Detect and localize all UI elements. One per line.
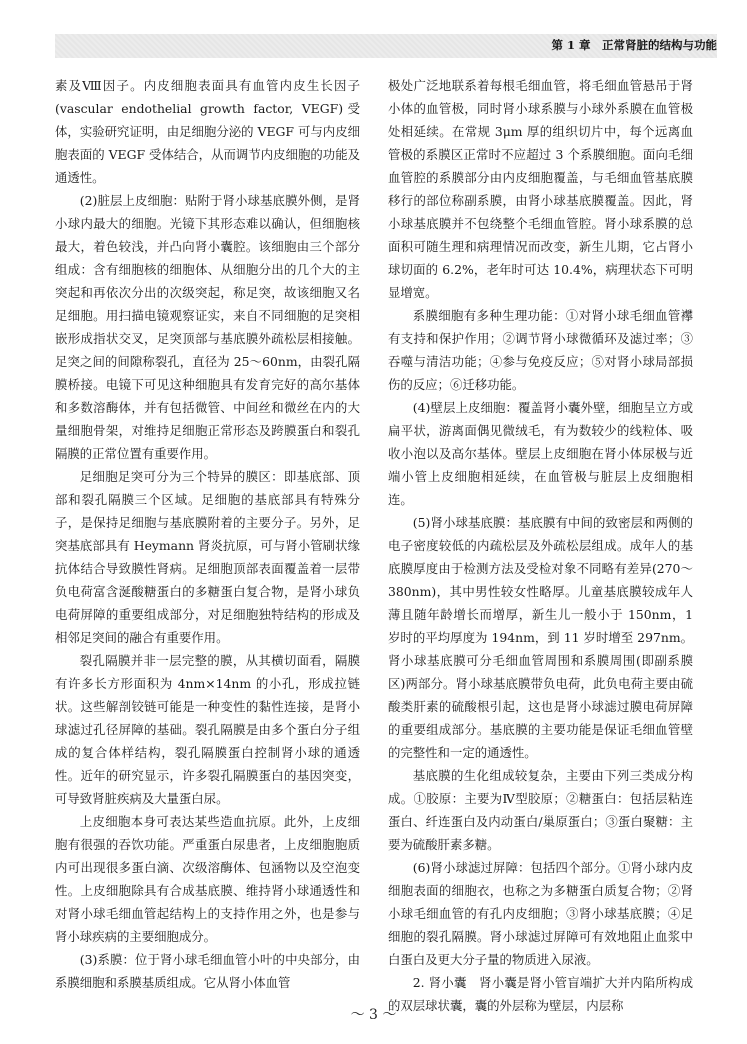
paragraph: 系膜细胞有多种生理功能：①对肾小球毛细血管襻有支持和保护作用；②调节肾小球微循环及滤过率；③吞噬与清洁功能；④参与免疫反应；⑤对肾小球局部损伤的反应；⑥迁移功能。 — [388, 308, 693, 392]
paragraph: 2. 肾小囊 肾小囊是肾小管盲端扩大并内陷所构成的双层球状囊，囊的外层称为壁层，内层称 — [388, 975, 693, 1013]
paragraph: 基底膜的生化组成较复杂，主要由下列三类成分构成。①胶原：主要为Ⅳ型胶原；②糖蛋白：包括层粘连蛋白、纤连蛋白及内动蛋白/巢原蛋白；③蛋白聚糖：主要为硫酸肝素多糖。 — [388, 768, 693, 852]
paragraph: (3)系膜：位于肾小球毛细血管小叶的中央部分，由系膜细胞和系膜基质组成。它从肾小体血管 — [55, 952, 360, 990]
paragraph: (5)肾小球基底膜：基底膜有中间的致密层和两侧的电子密度较低的内疏松层及外疏松层组成。成年人的基底膜厚度由于检测方法及受检对象不同略有差异(270～380nm)，其中男性较女性略厚。儿童基底膜较成年人薄且随年龄增长而增厚，新生儿一般小于 150nm，1 岁时的平均厚度为 194nm，到 11 岁时增至 297nm。肾小球基底膜可分毛细血管周围和系膜周围(即副系膜区)两部分。肾小球基底膜带负电荷，此负电荷主要由硫酸类肝素的硫酸根引起，这也是肾小球滤过膜电荷屏障的重要组成部分。基底膜的主要功能是保证毛细血管壁的完整性和一定的通透性。 — [388, 515, 693, 760]
left-column — [55, 74, 360, 994]
paragraph: (2)脏层上皮细胞：贴附于肾小球基底膜外侧，是肾小球内最大的细胞。光镜下其形态难以确认，但细胞核最大，着色较浅，并凸向肾小囊腔。该细胞由三个部分组成：含有细胞核的细胞体、从细胞分出的几个大的主突起和再依次分出的次级突起，称足突，故该细胞又名足细胞。用扫描电镜观察证实，来自不同细胞的足突相嵌形成指状交叉，足突顶部与基底膜外疏松层相接触。足突之间的间隙称裂孔，直径为 25～60nm，由裂孔隔膜桥接。电镜下可见这种细胞具有发育完好的高尔基体和多数溶酶体，并有包括微管、中间丝和微丝在内的大量细胞骨架，对维持足细胞正常形态及跨膜蛋白和裂孔隔膜的正常位置有重要作用。 — [55, 193, 360, 461]
paragraph: (4)壁层上皮细胞：覆盖肾小囊外壁，细胞呈立方或扁平状，游离面偶见微绒毛，有为数较少的线粒体、吸收小泡以及高尔基体。壁层上皮细胞在肾小体尿极与近端小管上皮细胞相延续，在血管极与脏层上皮细胞相连。 — [388, 400, 693, 507]
running-head: 第 1 章 正常肾脏的结构与功能 — [551, 38, 717, 52]
paragraph: 上皮细胞本身可表达某些造血抗原。此外，上皮细胞有很强的吞饮功能。严重蛋白尿患者，上皮细胞胞质内可出现很多蛋白滴、次级溶酶体、包涵物以及空泡变性。上皮细胞除具有合成基底膜、维持肾小球通透性和对肾小球毛细血管起结构上的支持作用之外，也是参与肾小球疾病的主要细胞成分。 — [55, 814, 360, 944]
right-column — [388, 74, 693, 1017]
paragraph: 足细胞足突可分为三个特异的膜区：即基底部、顶部和裂孔隔膜三个区域。足细胞的基底部具有特殊分子，是保持足细胞与基底膜附着的主要分子。另外，足突基底部具有 Heymann 肾炎抗原，可与肾小管刷状缘抗体结合导致膜性肾病。足细胞顶部表面覆盖着一层带负电荷富含涎酸糖蛋白的多糖蛋白复合物，是肾小球负电荷屏障的重要组成部分，对足细胞独特结构的形成及相邻足突间的融合有重要作用。 — [55, 469, 360, 645]
paragraph: (6)肾小球滤过屏障：包括四个部分。①肾小球内皮细胞表面的细胞衣，也称之为多糖蛋白质复合物；②肾小球毛细血管的有孔内皮细胞；③肾小球基底膜；④足细胞的裂孔隔膜。肾小球滤过屏障可有效地阻止血浆中白蛋白及更大分子量的物质进入尿液。 — [388, 860, 693, 967]
paragraph: 极处广泛地联系着每根毛细血管，将毛细血管悬吊于肾小体的血管极，同时肾小球系膜与小球外系膜在血管极处相延续。在常规 3μm 厚的组织切片中，每个远离血管极的系膜区正常时不应超过 3 个系膜细胞。面向毛细血管腔的系膜部分由内皮细胞覆盖，与毛细血管基底膜移行的部位称副系膜，由肾小球基底膜覆盖。因此，肾小球基底膜并不包绕整个毛细血管腔。肾小球系膜的总面积可随生理和病理情况而改变，新生儿期，它占肾小球切面的 6.2%，老年时可达 10.4%，病理状态下可明显增宽。 — [388, 78, 693, 300]
paragraph: 素及Ⅷ因子。内皮细胞表面具有血管内皮生长因子(vascular endothelial growth factor, VEGF)受体，实验研究证明，由足细胞分泌的 VEGF 可与内皮细胞表面的 VEGF 受体结合，从而调节内皮细胞的功能及通透性。 — [55, 78, 360, 185]
paragraph: 裂孔隔膜并非一层完整的膜，从其横切面看，隔膜有许多长方形面积为 4nm×14nm 的小孔，形成拉链状。这些解剖铰链可能是一种变性的黏性连接，是肾小球滤过孔径屏障的基础。裂孔隔膜是由多个蛋白分子组成的复合体样结构，裂孔隔膜蛋白控制肾小球的通透性。近年的研究显示，许多裂孔隔膜蛋白的基因突变，可导致肾脏疾病及大量蛋白尿。 — [55, 653, 360, 806]
page-number: ～ 3 ～ — [350, 1007, 397, 1023]
